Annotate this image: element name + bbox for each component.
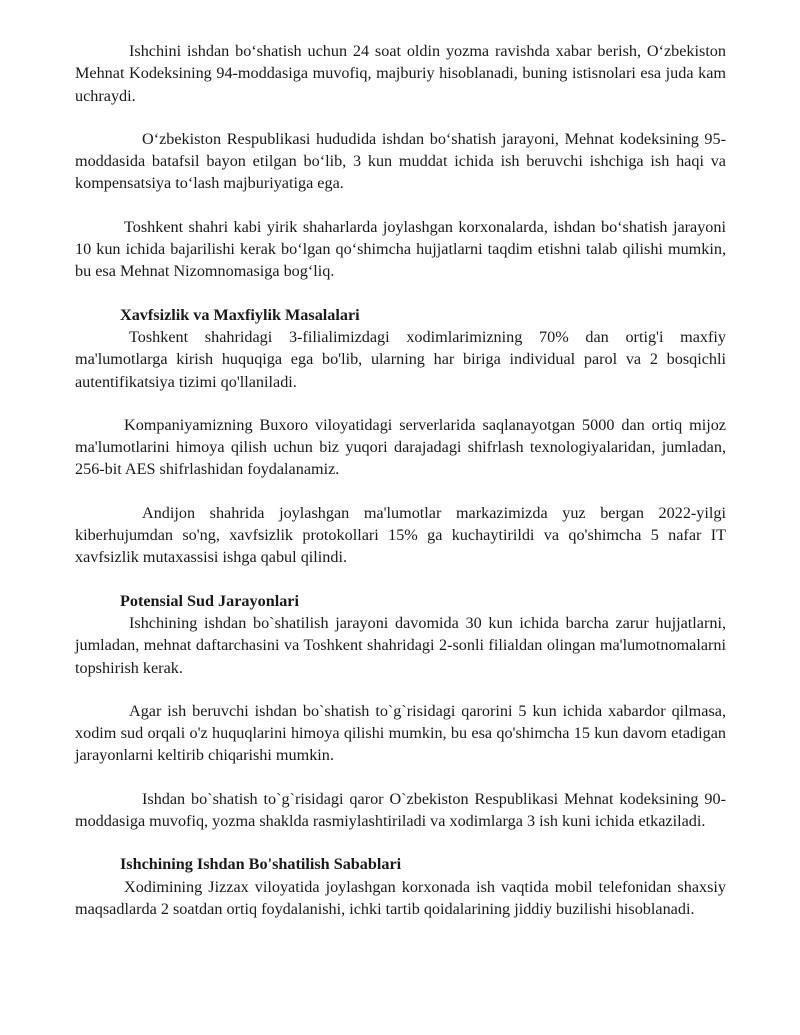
security-paragraph-3: Andijon shahrida joylashgan ma'lumotlar markazimizda yuz bergan 2022-yilgi kiberhujumdan so'ng, xavfsizlik protokollari 15% ga kuchaytirildi va qo'shimcha 5 nafar IT xavfsizlik mutaxassisi ishga qabul qilindi. [75,503,726,567]
paragraph-gap [75,283,726,304]
paragraph-2: O‘zbekiston Respublikasi hududida ishdan bo‘shatish jarayoni, Mehnat kodeksining 95-moddasida batafsil bayon etilgan bo‘lib, 3 kun muddat ichida ish beruvchi ishchiga ish haqi va kompensatsiya to‘lash majburiyatiga ega. [75,129,726,193]
section-heading-reasons: Ishchining Ishdan Bo'shatilish Sabablari [120,855,402,874]
court-paragraph-2: Agar ish beruvchi ishdan bo`shatish to`g`risidagi qarorini 5 kun ichida xabardor qilmasa, xodim sud orqali o'z huquqlarini himoya qilishi mumkin, bu esa qo'shimcha 15 kun davom etadigan jarayonlarni keltirib chiqarishi mumkin. [75,701,726,765]
paragraph-gap [75,195,726,216]
reasons-paragraph-1: Xodimining Jizzax viloyatida joylashgan korxonada ish vaqtida mobil telefonidan shaxsiy maqsadlarda 2 soatdan ortiq foydalanishi, ichki tartib qoidalarining jiddiy buzilishi hisoblanadi. [75,877,726,918]
court-paragraph-1: Ishchining ishdan bo`shatilish jarayoni davomida 30 kun ichida barcha zarur hujjatlarni, jumladan, mehnat daftarchasini va Toshkent shahridagi 2-sonli filialdan olingan ma'lumotnomalarni topshirish kerak. [75,613,726,677]
paragraph-gap [75,393,726,414]
paragraph-gap [75,107,726,128]
section-heading-security: Xavfsizlik va Maxfiylik Masalalari [120,305,360,324]
paragraph-3: Toshkent shahri kabi yirik shaharlarda joylashgan korxonalarda, ishdan bo‘shatish jarayoni 10 kun ichida bajarilishi kerak bo‘lgan qo‘shimcha hujjatlarni taqdim etishni talab qilishi mumkin, bu esa Mehnat Nizomnomasiga bog‘liq. [75,217,726,281]
paragraph-gap [75,481,726,502]
section-heading-court: Potensial Sud Jarayonlari [120,591,299,610]
court-paragraph-3: Ishdan bo`shatish to`g`risidagi qaror O`zbekiston Respublikasi Mehnat kodeksining 90-moddasiga muvofiq, yozma shaklda rasmiylashtiriladi va xodimlarga 3 ish kuni ichida etkaziladi. [75,789,726,831]
document-page [75,40,726,920]
paragraph-gap [75,569,726,590]
security-paragraph-2: Kompaniyamizning Buxoro viloyatidagi serverlarida saqlanayotgan 5000 dan ortiq mijoz ma'lumotlarini himoya qilish uchun biz yuqori darajadagi shifrlash texnologiyalaridan, jumladan, 256-bit AES shifrlashidan foydalanamiz. [75,415,726,479]
paragraph-gap [75,767,726,788]
paragraph-1: Ishchini ishdan bo‘shatish uchun 24 soat oldin yozma ravishda xabar berish, O‘zbekiston Mehnat Kodeksining 94-moddasiga muvofiq, majburiy hisoblanadi, buning istisnolari esa juda kam uchraydi. [75,42,726,105]
paragraph-gap [75,679,726,700]
security-paragraph-1: Toshkent shahridagi 3-filialimizdagi xodimlarimizning 70% dan ortig'i maxfiy ma'lumotlarga kirish huquqiga ega bo'lib, ularning har biriga individual parol va 2 bosqichli autentifikatsiya tizimi qo'llaniladi. [75,327,726,391]
paragraph-gap [75,832,726,853]
